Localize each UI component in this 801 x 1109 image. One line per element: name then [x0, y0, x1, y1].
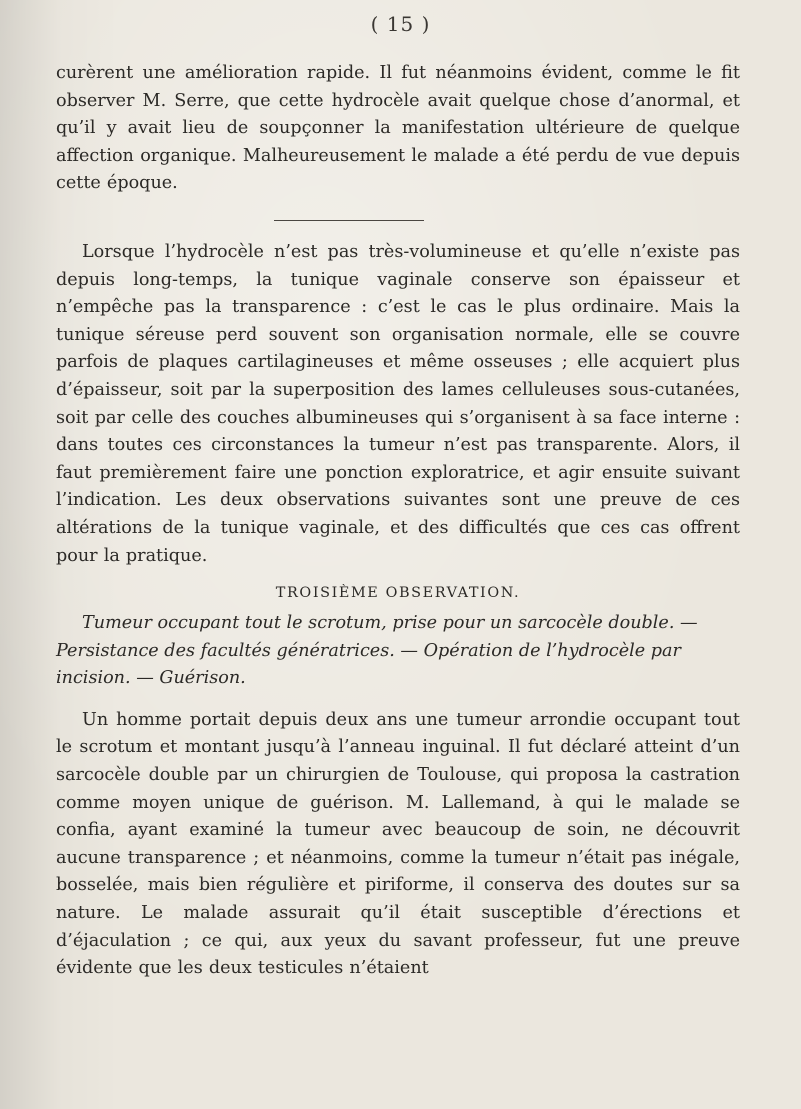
observation-summary: Tumeur occupant tout le scrotum, prise pour un sarcocèle double. — Persistance des facultés génératrices. — Opération de l’hydrocèle par incision. — Guérison. — [56, 613, 698, 689]
paragraph-continuation: curèrent une amélioration rapide. Il fut néanmoins évident, comme le fit observer M. Serre, que cette hydrocèle avait quelque chose d’anormal, et qu’il y avait lieu de soupçonner la manifestation ultérieure de quelque affection organique. Malheureusement le malade a été perdu de vue depuis cette époque. — [56, 63, 740, 194]
page-body — [56, 60, 740, 983]
observation-heading: TROISIÈME OBSERVATION. — [275, 585, 521, 602]
section-separator-rule — [274, 220, 424, 221]
paragraph-hydrocele-transparency: Lorsque l’hydrocèle n’est pas très-volumineuse et qu’elle n’existe pas depuis long-temps, la tunique vaginale conserve son épaisseur et n’empêche pas la transparence : c’est le cas le plus ordinaire. Mais la tunique séreuse perd souvent son organisation normale, elle se couvre parfois de plaques cartilagineuses et même osseuses ; elle acquiert plus d’épaisseur, soit par la superposition des lames celluleuses sous-cutanées, soit par celle des couches albumineuses qui s’organisent à sa face interne : dans toutes ces circonstances la tumeur n’est pas transparente. Alors, il faut premièrement faire une ponction exploratrice, et agir ensuite suivant l’indication. Les deux observations suivantes sont une preuve de ces altérations de la tunique vaginale, et des difficultés que ces cas offrent pour la pratique. — [56, 241, 740, 566]
observation-body: Un homme portait depuis deux ans une tumeur arrondie occupant tout le scrotum et montant jusqu’à l’anneau inguinal. Il fut déclaré atteint d’un sarcocèle double par un chirurgien de Toulouse, qui proposa la castration comme moyen unique de guérison. M. Lallemand, à qui le malade se confia, ayant examiné la tumeur avec beaucoup de soin, ne découvrit aucune transparence ; et néanmoins, comme la tumeur n’était pas inégale, bosselée, mais bien régulière et piriforme, il conserva des doutes sur sa nature. Le malade assurait qu’il était susceptible d’érections et d’éjaculation ; ce qui, aux yeux du savant professeur, fut une preuve évidente que les deux testicules n’étaient — [56, 709, 740, 979]
page-number: ( 15 ) — [370, 12, 431, 36]
